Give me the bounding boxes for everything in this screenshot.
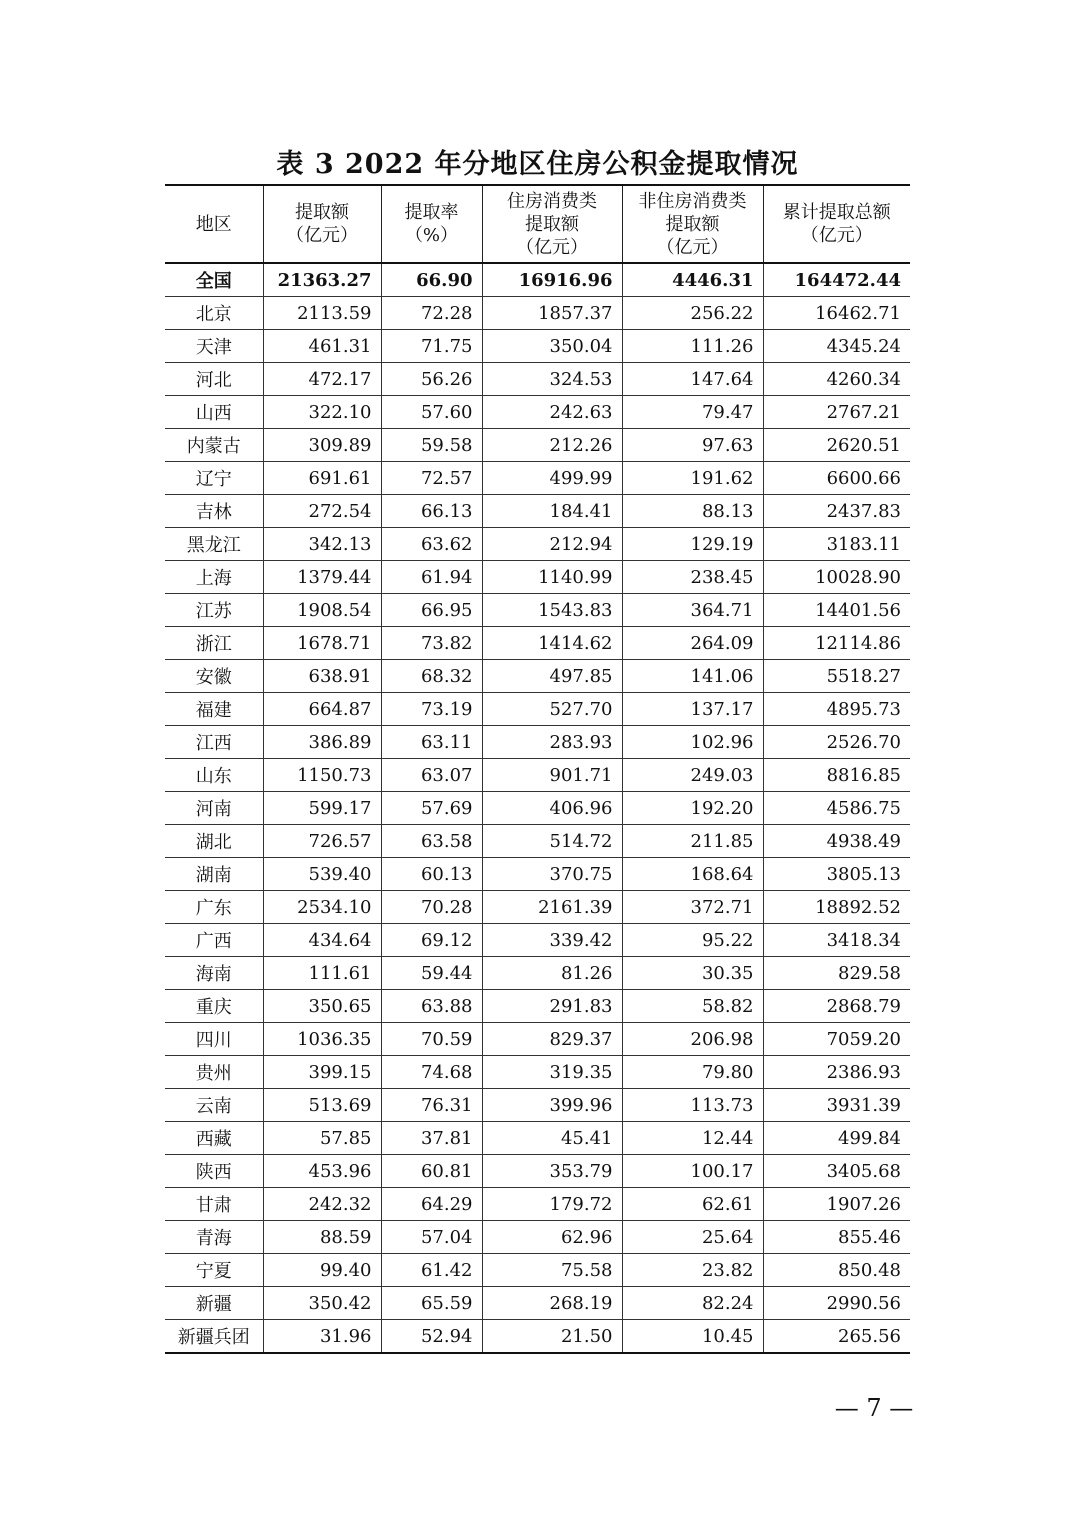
value-cell: 342.13 — [263, 528, 381, 561]
header-line: （%） — [404, 225, 459, 246]
value-cell: 1414.62 — [482, 627, 622, 660]
value-cell: 65.59 — [381, 1287, 482, 1320]
region-name-cell: 广东 — [165, 891, 263, 924]
value-cell: 16462.71 — [763, 297, 910, 330]
value-cell: 434.64 — [263, 924, 381, 957]
value-cell: 99.40 — [263, 1254, 381, 1287]
value-cell: 71.75 — [381, 330, 482, 363]
header-line: （亿元） — [800, 225, 873, 246]
value-cell: 63.58 — [381, 825, 482, 858]
value-cell: 1379.44 — [263, 561, 381, 594]
value-cell: 1036.35 — [263, 1023, 381, 1056]
header-line: 提取额 — [295, 202, 349, 223]
value-cell: 664.87 — [263, 693, 381, 726]
value-cell: 206.98 — [622, 1023, 763, 1056]
total-cell: 164472.44 — [763, 263, 910, 297]
value-cell: 10.45 — [622, 1320, 763, 1354]
value-cell: 56.26 — [381, 363, 482, 396]
value-cell: 64.29 — [381, 1188, 482, 1221]
region-name-cell: 青海 — [165, 1221, 263, 1254]
value-cell: 3931.39 — [763, 1089, 910, 1122]
value-cell: 3805.13 — [763, 858, 910, 891]
table-row — [165, 594, 910, 627]
value-cell: 291.83 — [482, 990, 622, 1023]
region-name-cell: 天津 — [165, 330, 263, 363]
value-cell: 70.59 — [381, 1023, 482, 1056]
value-cell: 242.32 — [263, 1188, 381, 1221]
value-cell: 81.26 — [482, 957, 622, 990]
value-cell: 453.96 — [263, 1155, 381, 1188]
table-row — [165, 858, 910, 891]
table-row — [165, 363, 910, 396]
value-cell: 76.31 — [381, 1089, 482, 1122]
value-cell: 7059.20 — [763, 1023, 910, 1056]
value-cell: 4260.34 — [763, 363, 910, 396]
table-row — [165, 1221, 910, 1254]
value-cell: 513.69 — [263, 1089, 381, 1122]
header-line: 非住房消费类 — [638, 190, 747, 212]
value-cell: 527.70 — [482, 693, 622, 726]
value-cell: 66.13 — [381, 495, 482, 528]
value-cell: 212.94 — [482, 528, 622, 561]
header-withdrawal-amount — [263, 185, 381, 263]
value-cell: 100.17 — [622, 1155, 763, 1188]
region-name-cell: 湖南 — [165, 858, 263, 891]
value-cell: 192.20 — [622, 792, 763, 825]
value-cell: 74.68 — [381, 1056, 482, 1089]
value-cell: 350.65 — [263, 990, 381, 1023]
value-cell: 191.62 — [622, 462, 763, 495]
region-name-cell: 上海 — [165, 561, 263, 594]
value-cell: 2437.83 — [763, 495, 910, 528]
value-cell: 8816.85 — [763, 759, 910, 792]
value-cell: 68.32 — [381, 660, 482, 693]
value-cell: 399.15 — [263, 1056, 381, 1089]
region-name-cell: 宁夏 — [165, 1254, 263, 1287]
value-cell: 350.42 — [263, 1287, 381, 1320]
value-cell: 2868.79 — [763, 990, 910, 1023]
region-name-cell: 新疆 — [165, 1287, 263, 1320]
value-cell: 60.81 — [381, 1155, 482, 1188]
region-name-cell: 江西 — [165, 726, 263, 759]
region-name-cell: 海南 — [165, 957, 263, 990]
value-cell: 2767.21 — [763, 396, 910, 429]
value-cell: 499.99 — [482, 462, 622, 495]
value-cell: 1543.83 — [482, 594, 622, 627]
value-cell: 850.48 — [763, 1254, 910, 1287]
region-name-cell: 新疆兵团 — [165, 1320, 263, 1354]
value-cell: 1678.71 — [263, 627, 381, 660]
region-name-cell: 江苏 — [165, 594, 263, 627]
region-name-cell: 西藏 — [165, 1122, 263, 1155]
table-row — [165, 297, 910, 330]
value-cell: 283.93 — [482, 726, 622, 759]
value-cell: 855.46 — [763, 1221, 910, 1254]
region-name-cell: 山西 — [165, 396, 263, 429]
table-row — [165, 693, 910, 726]
value-cell: 63.62 — [381, 528, 482, 561]
value-cell: 79.47 — [622, 396, 763, 429]
value-cell: 242.63 — [482, 396, 622, 429]
value-cell: 14401.56 — [763, 594, 910, 627]
header-housing-consumption — [482, 185, 622, 263]
value-cell: 72.57 — [381, 462, 482, 495]
region-name-cell: 浙江 — [165, 627, 263, 660]
header-cumulative-total — [763, 185, 910, 263]
value-cell: 63.11 — [381, 726, 482, 759]
national-total-row — [165, 263, 910, 297]
table-row — [165, 1089, 910, 1122]
table-row — [165, 462, 910, 495]
value-cell: 3405.68 — [763, 1155, 910, 1188]
header-line: （亿元） — [516, 236, 588, 258]
value-cell: 82.24 — [622, 1287, 763, 1320]
region-name-cell: 黑龙江 — [165, 528, 263, 561]
region-name-cell: 吉林 — [165, 495, 263, 528]
total-cell: 66.90 — [381, 263, 482, 297]
value-cell: 4345.24 — [763, 330, 910, 363]
table-row — [165, 330, 910, 363]
value-cell: 2113.59 — [263, 297, 381, 330]
table-row — [165, 1023, 910, 1056]
table-row — [165, 1254, 910, 1287]
value-cell: 25.64 — [622, 1221, 763, 1254]
table-row — [165, 1188, 910, 1221]
region-name-cell: 福建 — [165, 693, 263, 726]
region-name-cell: 北京 — [165, 297, 263, 330]
table-title: 表 3 2022 年分地区住房公积金提取情况 — [276, 149, 799, 180]
value-cell: 539.40 — [263, 858, 381, 891]
value-cell: 10028.90 — [763, 561, 910, 594]
region-name-cell: 重庆 — [165, 990, 263, 1023]
value-cell: 2990.56 — [763, 1287, 910, 1320]
value-cell: 57.85 — [263, 1122, 381, 1155]
value-cell: 58.82 — [622, 990, 763, 1023]
region-name-cell: 河南 — [165, 792, 263, 825]
value-cell: 1857.37 — [482, 297, 622, 330]
value-cell: 319.35 — [482, 1056, 622, 1089]
value-cell: 322.10 — [263, 396, 381, 429]
value-cell: 59.44 — [381, 957, 482, 990]
value-cell: 399.96 — [482, 1089, 622, 1122]
table-row — [165, 726, 910, 759]
value-cell: 57.69 — [381, 792, 482, 825]
value-cell: 5518.27 — [763, 660, 910, 693]
value-cell: 238.45 — [622, 561, 763, 594]
value-cell: 111.26 — [622, 330, 763, 363]
value-cell: 350.04 — [482, 330, 622, 363]
region-name-cell: 广西 — [165, 924, 263, 957]
value-cell: 72.28 — [381, 297, 482, 330]
value-cell: 23.82 — [622, 1254, 763, 1287]
header-line: 累计提取总额 — [782, 202, 891, 223]
value-cell: 353.79 — [482, 1155, 622, 1188]
value-cell: 45.41 — [482, 1122, 622, 1155]
value-cell: 4938.49 — [763, 825, 910, 858]
value-cell: 30.35 — [622, 957, 763, 990]
header-withdrawal-rate — [381, 185, 482, 263]
total-cell: 全国 — [165, 263, 263, 297]
value-cell: 69.12 — [381, 924, 482, 957]
value-cell: 691.61 — [263, 462, 381, 495]
value-cell: 12.44 — [622, 1122, 763, 1155]
value-cell: 1150.73 — [263, 759, 381, 792]
value-cell: 268.19 — [482, 1287, 622, 1320]
withdrawal-table — [165, 184, 910, 1354]
table-row — [165, 627, 910, 660]
value-cell: 70.28 — [381, 891, 482, 924]
value-cell: 18892.52 — [763, 891, 910, 924]
table-row — [165, 891, 910, 924]
value-cell: 2386.93 — [763, 1056, 910, 1089]
value-cell: 2526.70 — [763, 726, 910, 759]
region-name-cell: 云南 — [165, 1089, 263, 1122]
header-line: （亿元） — [656, 236, 729, 258]
value-cell: 829.37 — [482, 1023, 622, 1056]
value-cell: 141.06 — [622, 660, 763, 693]
value-cell: 370.75 — [482, 858, 622, 891]
value-cell: 31.96 — [263, 1320, 381, 1354]
value-cell: 272.54 — [263, 495, 381, 528]
value-cell: 1907.26 — [763, 1188, 910, 1221]
header-line: 住房消费类 — [507, 190, 597, 212]
value-cell: 21.50 — [482, 1320, 622, 1354]
value-cell: 95.22 — [622, 924, 763, 957]
region-name-cell: 辽宁 — [165, 462, 263, 495]
value-cell: 638.91 — [263, 660, 381, 693]
header-line: 地区 — [195, 213, 232, 235]
table-row — [165, 561, 910, 594]
value-cell: 386.89 — [263, 726, 381, 759]
value-cell: 73.19 — [381, 693, 482, 726]
region-name-cell: 陕西 — [165, 1155, 263, 1188]
total-cell: 21363.27 — [263, 263, 381, 297]
value-cell: 137.17 — [622, 693, 763, 726]
value-cell: 168.64 — [622, 858, 763, 891]
value-cell: 2534.10 — [263, 891, 381, 924]
value-cell: 52.94 — [381, 1320, 482, 1354]
value-cell: 4586.75 — [763, 792, 910, 825]
value-cell: 324.53 — [482, 363, 622, 396]
value-cell: 60.13 — [381, 858, 482, 891]
value-cell: 726.57 — [263, 825, 381, 858]
table-row — [165, 495, 910, 528]
value-cell: 249.03 — [622, 759, 763, 792]
value-cell: 499.84 — [763, 1122, 910, 1155]
value-cell: 1908.54 — [263, 594, 381, 627]
table-row — [165, 660, 910, 693]
region-name-cell: 河北 — [165, 363, 263, 396]
value-cell: 3183.11 — [763, 528, 910, 561]
value-cell: 472.17 — [263, 363, 381, 396]
value-cell: 256.22 — [622, 297, 763, 330]
value-cell: 364.71 — [622, 594, 763, 627]
region-name-cell: 湖北 — [165, 825, 263, 858]
table-row — [165, 759, 910, 792]
table-row — [165, 792, 910, 825]
value-cell: 339.42 — [482, 924, 622, 957]
region-name-cell: 贵州 — [165, 1056, 263, 1089]
value-cell: 1140.99 — [482, 561, 622, 594]
value-cell: 73.82 — [381, 627, 482, 660]
table-row — [165, 825, 910, 858]
value-cell: 129.19 — [622, 528, 763, 561]
value-cell: 62.61 — [622, 1188, 763, 1221]
table-row — [165, 924, 910, 957]
page-number: — 7 — — [834, 1394, 914, 1422]
value-cell: 212.26 — [482, 429, 622, 462]
total-cell: 16916.96 — [482, 263, 622, 297]
value-cell: 461.31 — [263, 330, 381, 363]
value-cell: 12114.86 — [763, 627, 910, 660]
table-row — [165, 957, 910, 990]
table-row — [165, 1155, 910, 1188]
table-row — [165, 396, 910, 429]
region-name-cell: 安徽 — [165, 660, 263, 693]
region-rows — [165, 297, 910, 1354]
value-cell: 309.89 — [263, 429, 381, 462]
value-cell: 63.07 — [381, 759, 482, 792]
header-region — [165, 185, 263, 263]
value-cell: 63.88 — [381, 990, 482, 1023]
table-row — [165, 1056, 910, 1089]
value-cell: 59.58 — [381, 429, 482, 462]
value-cell: 829.58 — [763, 957, 910, 990]
table-row — [165, 1122, 910, 1155]
value-cell: 497.85 — [482, 660, 622, 693]
header-non-housing-consumption — [622, 185, 763, 263]
value-cell: 88.59 — [263, 1221, 381, 1254]
value-cell: 179.72 — [482, 1188, 622, 1221]
value-cell: 79.80 — [622, 1056, 763, 1089]
total-cell: 4446.31 — [622, 263, 763, 297]
value-cell: 599.17 — [263, 792, 381, 825]
value-cell: 901.71 — [482, 759, 622, 792]
value-cell: 102.96 — [622, 726, 763, 759]
value-cell: 66.95 — [381, 594, 482, 627]
region-name-cell: 山东 — [165, 759, 263, 792]
region-name-cell: 内蒙古 — [165, 429, 263, 462]
value-cell: 61.94 — [381, 561, 482, 594]
value-cell: 184.41 — [482, 495, 622, 528]
value-cell: 75.58 — [482, 1254, 622, 1287]
value-cell: 211.85 — [622, 825, 763, 858]
value-cell: 372.71 — [622, 891, 763, 924]
header-line: （亿元） — [286, 225, 358, 246]
header-line: 提取率 — [404, 202, 459, 223]
table-row — [165, 528, 910, 561]
value-cell: 57.04 — [381, 1221, 482, 1254]
value-cell: 113.73 — [622, 1089, 763, 1122]
value-cell: 37.81 — [381, 1122, 482, 1155]
header-line: 提取额 — [525, 213, 579, 235]
value-cell: 111.61 — [263, 957, 381, 990]
region-name-cell: 四川 — [165, 1023, 263, 1056]
table-row — [165, 1287, 910, 1320]
value-cell: 4895.73 — [763, 693, 910, 726]
value-cell: 3418.34 — [763, 924, 910, 957]
header-row — [165, 185, 910, 263]
value-cell: 406.96 — [482, 792, 622, 825]
value-cell: 514.72 — [482, 825, 622, 858]
value-cell: 62.96 — [482, 1221, 622, 1254]
value-cell: 61.42 — [381, 1254, 482, 1287]
value-cell: 6600.66 — [763, 462, 910, 495]
value-cell: 88.13 — [622, 495, 763, 528]
table-row — [165, 990, 910, 1023]
value-cell: 57.60 — [381, 396, 482, 429]
value-cell: 2161.39 — [482, 891, 622, 924]
value-cell: 97.63 — [622, 429, 763, 462]
value-cell: 265.56 — [763, 1320, 910, 1354]
value-cell: 147.64 — [622, 363, 763, 396]
region-name-cell: 甘肃 — [165, 1188, 263, 1221]
table-row — [165, 1320, 910, 1354]
table-row — [165, 429, 910, 462]
value-cell: 2620.51 — [763, 429, 910, 462]
header-line: 提取额 — [665, 213, 720, 235]
value-cell: 264.09 — [622, 627, 763, 660]
